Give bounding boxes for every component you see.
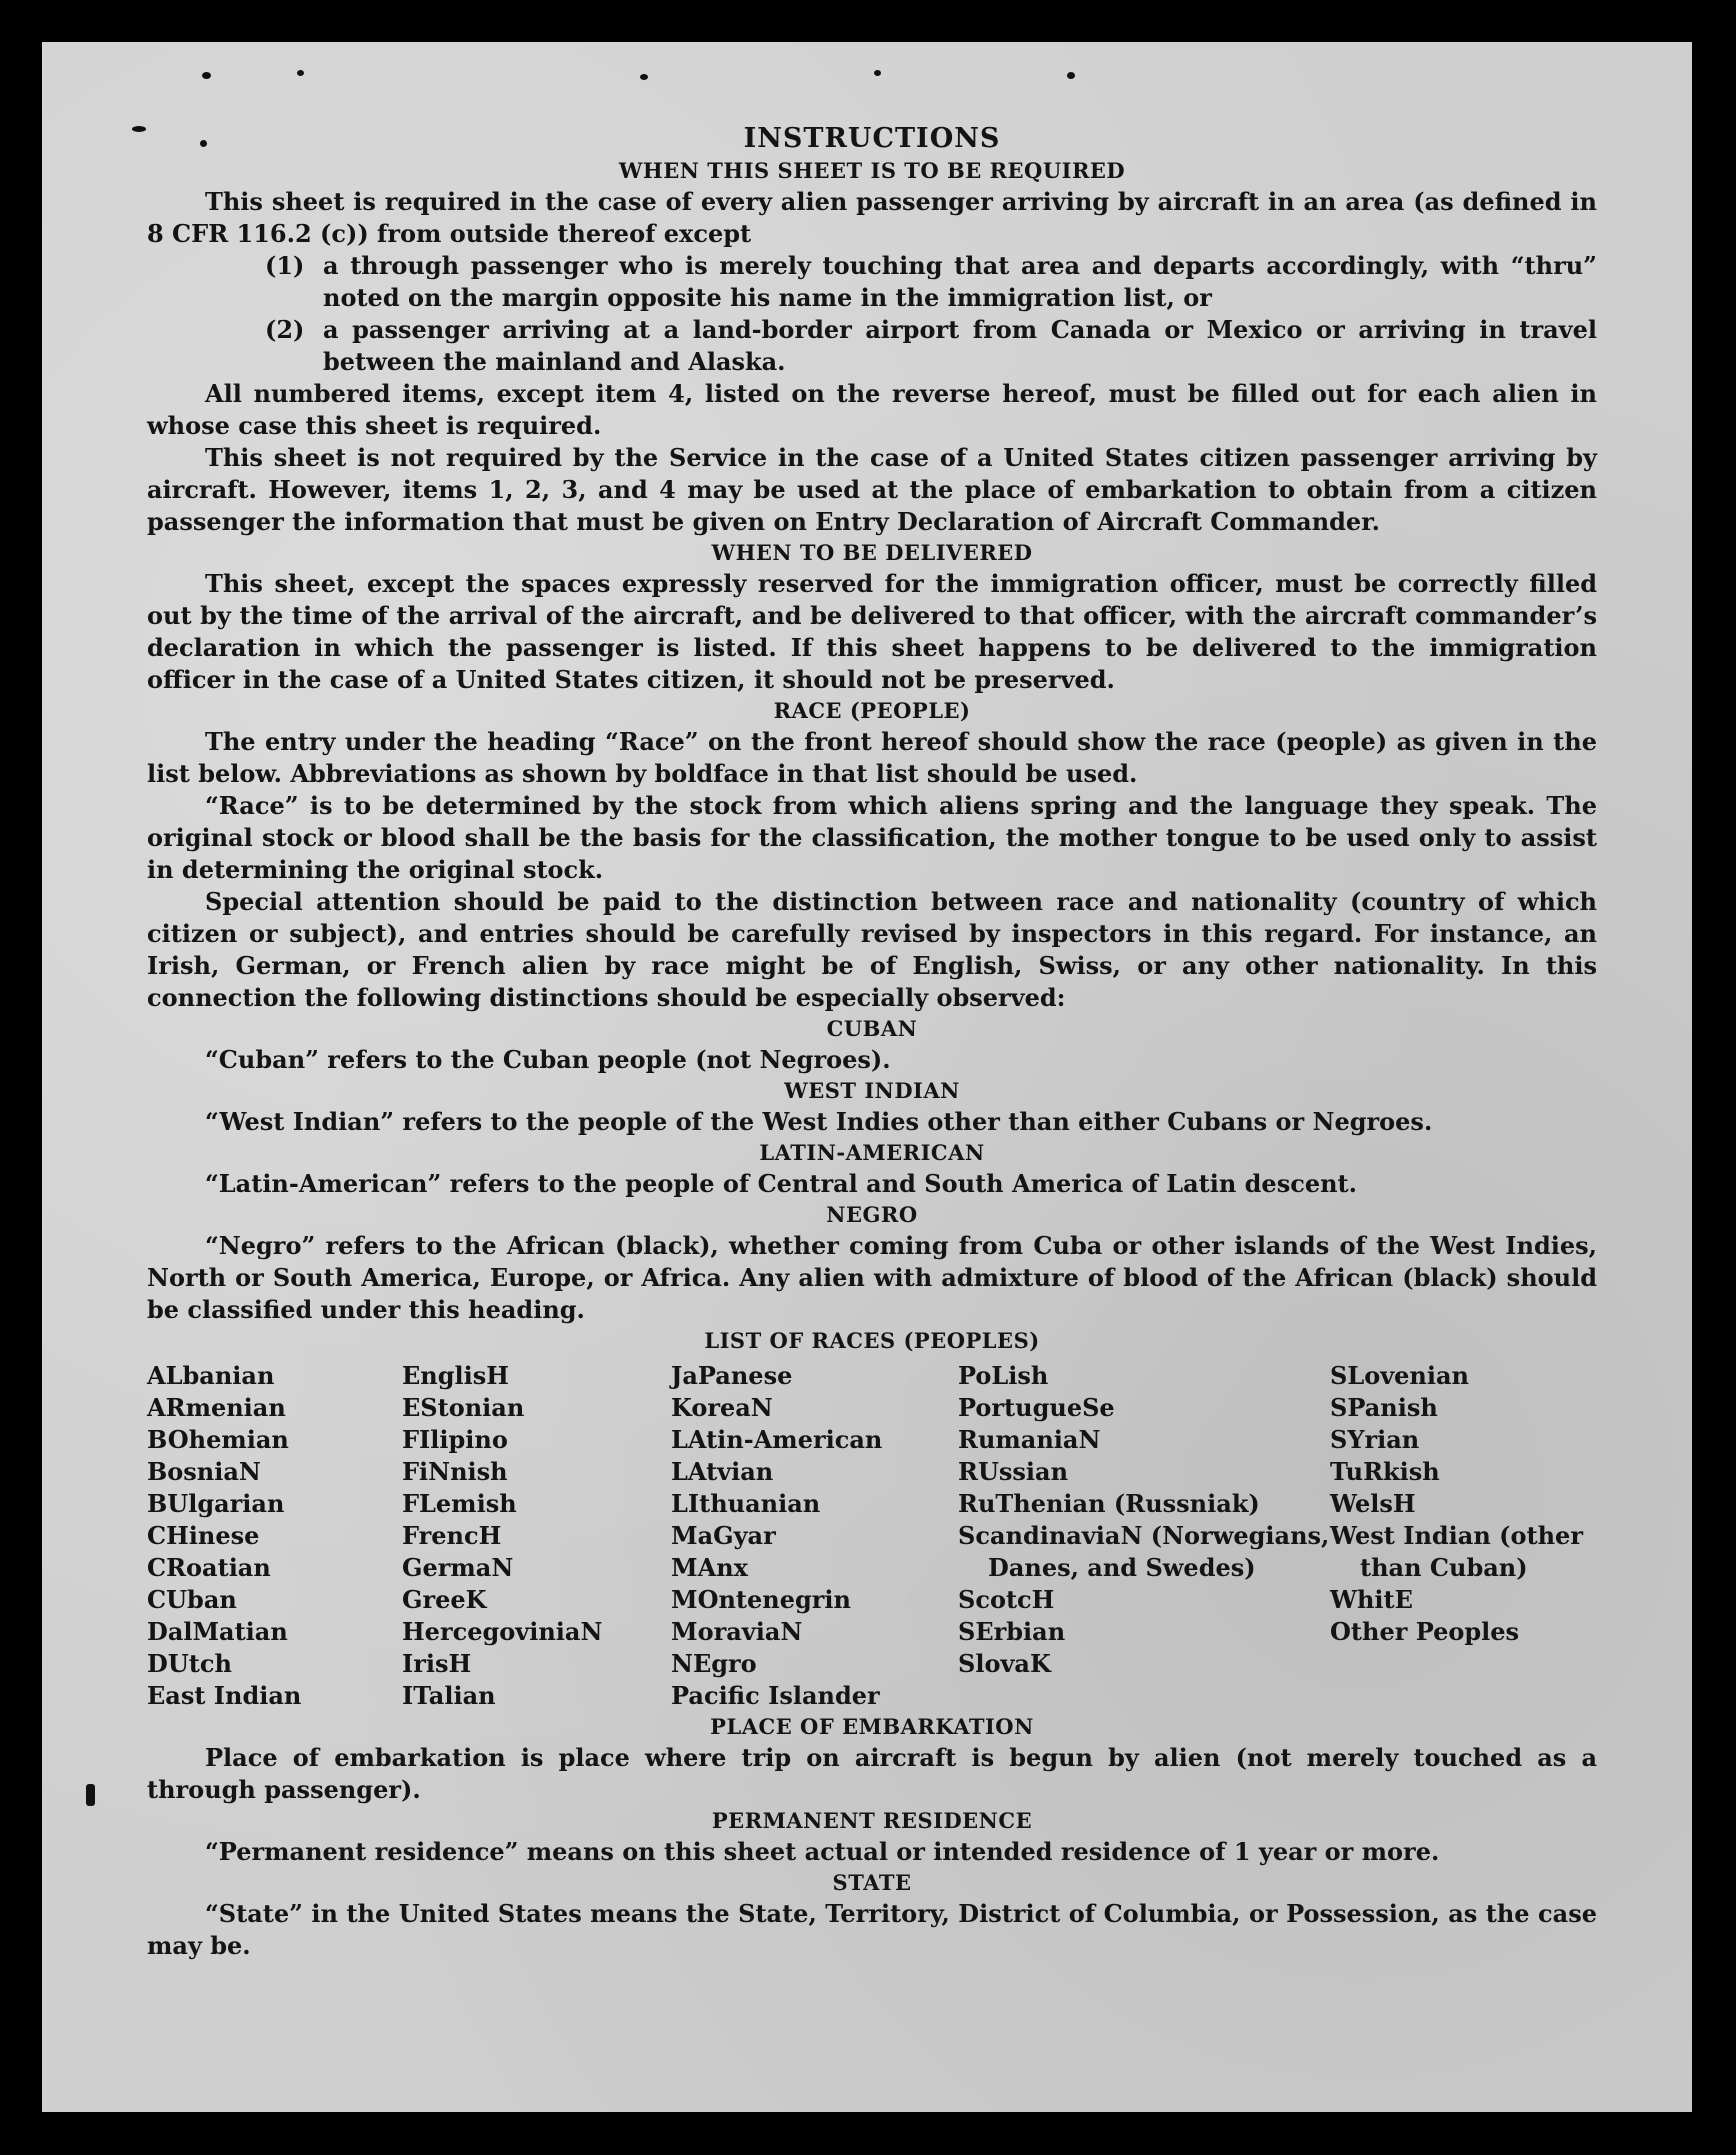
section-heading-residence: PERMANENT RESIDENCE bbox=[711, 1808, 1033, 1833]
page-title: INSTRUCTIONS bbox=[743, 123, 1001, 154]
paragraph: Special attention should be paid to the distinction between race and nationality (country of which citizen or subject), and entries should be carefully revised by inspectors in this regard. For instance, an Irish, German, or French alien by race might be of English, Swiss, or any other nationality. In this connection the following distinctions should be especially observed: bbox=[147, 887, 1597, 1012]
ink-speck bbox=[640, 74, 648, 80]
race-entry: MAnx bbox=[671, 1553, 748, 1582]
ink-speck bbox=[874, 70, 881, 76]
race-entry: EStonian bbox=[402, 1393, 525, 1422]
race-entry: TuRkish bbox=[1330, 1457, 1440, 1486]
paragraph: “Cuban” refers to the Cuban people (not Negroes). bbox=[205, 1045, 891, 1074]
document-page bbox=[42, 42, 1692, 2112]
item-number: (1) bbox=[265, 251, 305, 280]
section-heading-west-indian: WEST INDIAN bbox=[784, 1078, 960, 1103]
race-entry: CHinese bbox=[147, 1521, 260, 1550]
race-entry: ITalian bbox=[402, 1681, 496, 1710]
item-number: (2) bbox=[265, 315, 305, 344]
ink-speck bbox=[1067, 72, 1075, 79]
race-entry: RuThenian (Russniak) bbox=[958, 1489, 1260, 1518]
race-entry: Pacific Islander bbox=[671, 1681, 880, 1710]
race-entry: DUtch bbox=[147, 1649, 232, 1678]
race-entry: GreeK bbox=[402, 1585, 487, 1614]
race-entry: SErbian bbox=[958, 1617, 1066, 1646]
race-entry: RUssian bbox=[958, 1457, 1069, 1486]
list-item bbox=[147, 250, 1597, 314]
race-entry: FIlipino bbox=[402, 1425, 508, 1454]
race-entry: CUban bbox=[147, 1585, 237, 1614]
race-entry: East Indian bbox=[147, 1681, 302, 1710]
race-entry: BosniaN bbox=[147, 1457, 261, 1486]
race-entry: West Indian (other than Cuban) bbox=[1330, 1521, 1583, 1582]
race-column bbox=[402, 1360, 671, 1712]
race-list bbox=[147, 1360, 1597, 1712]
section-heading-latin-american: LATIN-AMERICAN bbox=[759, 1140, 985, 1165]
race-entry: FiNnish bbox=[402, 1457, 508, 1486]
race-entry: BUlgarian bbox=[147, 1489, 285, 1518]
section-heading-when-delivered: WHEN TO BE DELIVERED bbox=[711, 540, 1033, 565]
section-heading-state: STATE bbox=[832, 1870, 912, 1895]
race-entry: ALbanian bbox=[147, 1361, 275, 1390]
race-entry: MaGyar bbox=[671, 1521, 776, 1550]
paragraph: “Permanent residence” means on this sheet actual or intended residence of 1 year or more. bbox=[205, 1837, 1440, 1866]
race-entry: BOhemian bbox=[147, 1425, 289, 1454]
paragraph: “State” in the United States means the State, Territory, District of Columbia, or Possession, as the case may be. bbox=[147, 1899, 1597, 1960]
race-entry: Other Peoples bbox=[1330, 1617, 1520, 1646]
paragraph: “Race” is to be determined by the stock from which aliens spring and the language they speak. The original stock or blood shall be the basis for the classification, the mother tongue to be used only to assist in determining the original stock. bbox=[147, 791, 1597, 884]
race-entry: EnglisH bbox=[402, 1361, 509, 1390]
race-column bbox=[147, 1360, 402, 1712]
section-heading-list-of-races: LIST OF RACES (PEOPLES) bbox=[704, 1328, 1040, 1353]
race-entry: RumaniaN bbox=[958, 1425, 1101, 1454]
race-entry: ScandinaviaN (Norwegians, Danes, and Swedes) bbox=[958, 1521, 1330, 1582]
race-entry: LAtin-American bbox=[671, 1425, 883, 1454]
race-entry: IrisH bbox=[402, 1649, 472, 1678]
ink-speck bbox=[297, 70, 304, 76]
paragraph: “Latin-American” refers to the people of Central and South America of Latin descent. bbox=[205, 1169, 1357, 1198]
race-column bbox=[671, 1360, 958, 1712]
race-entry: FLemish bbox=[402, 1489, 517, 1518]
item-text: a through passenger who is merely touching that area and departs accordingly, with “thru” noted on the margin opposite his name in the immigration list, or bbox=[323, 251, 1597, 312]
paragraph: This sheet, except the spaces expressly reserved for the immigration officer, must be correctly filled out by the time of the arrival of the aircraft, and be delivered to that officer, with the aircraft commander’s declaration in which the passenger is listed. If this sheet happens to be delivered to the immigration officer in the case of a United States citizen, it should not be preserved. bbox=[147, 569, 1597, 694]
ink-speck bbox=[132, 126, 146, 132]
race-entry: PortugueSe bbox=[958, 1393, 1115, 1422]
item-text: a passenger arriving at a land-border airport from Canada or Mexico or arriving in travel between the mainland and Alaska. bbox=[323, 315, 1597, 376]
list-item bbox=[147, 314, 1597, 378]
race-entry: LIthuanian bbox=[671, 1489, 821, 1518]
paragraph: “West Indian” refers to the people of the West Indies other than either Cubans or Negroes. bbox=[205, 1107, 1433, 1136]
race-column bbox=[958, 1360, 1330, 1712]
section-heading-negro: NEGRO bbox=[826, 1202, 918, 1227]
paragraph: All numbered items, except item 4, listed on the reverse hereof, must be filled out for each alien in whose case this sheet is required. bbox=[147, 379, 1597, 440]
paragraph: This sheet is required in the case of every alien passenger arriving by aircraft in an area (as defined in 8 CFR 116.2 (c)) from outside thereof except bbox=[147, 187, 1597, 248]
race-entry: MOntenegrin bbox=[671, 1585, 851, 1614]
race-entry: HercegoviniaN bbox=[402, 1617, 603, 1646]
section-heading-when-required: WHEN THIS SHEET IS TO BE REQUIRED bbox=[618, 158, 1126, 183]
race-entry: ARmenian bbox=[147, 1393, 286, 1422]
race-column bbox=[1330, 1360, 1597, 1712]
race-entry: PoLish bbox=[958, 1361, 1049, 1390]
paragraph: The entry under the heading “Race” on the front hereof should show the race (people) as given in the list below. Abbreviations as shown by boldface in that list should be used. bbox=[147, 727, 1597, 788]
race-entry: CRoatian bbox=[147, 1553, 271, 1582]
race-entry: SPanish bbox=[1330, 1393, 1438, 1422]
section-heading-embarkation: PLACE OF EMBARKATION bbox=[710, 1714, 1034, 1739]
race-entry: GermaN bbox=[402, 1553, 514, 1582]
race-entry: NEgro bbox=[671, 1649, 757, 1678]
race-entry: FrencH bbox=[402, 1521, 502, 1550]
race-entry: DalMatian bbox=[147, 1617, 288, 1646]
instructions-body bbox=[147, 122, 1597, 1962]
race-entry: WhitE bbox=[1330, 1585, 1413, 1614]
ink-speck bbox=[202, 72, 211, 79]
ink-speck bbox=[86, 1784, 95, 1806]
section-heading-race: RACE (PEOPLE) bbox=[773, 698, 971, 723]
race-entry: SYrian bbox=[1330, 1425, 1420, 1454]
race-entry: SlovaK bbox=[958, 1649, 1051, 1678]
race-entry: JaPanese bbox=[671, 1361, 793, 1390]
race-entry: WelsH bbox=[1330, 1489, 1416, 1518]
race-entry: MoraviaN bbox=[671, 1617, 803, 1646]
race-entry: KoreaN bbox=[671, 1393, 773, 1422]
paragraph: This sheet is not required by the Service in the case of a United States citizen passenger arriving by aircraft. However, items 1, 2, 3, and 4 may be used at the place of embarkation to obtain from a citizen passenger the information that must be given on Entry Declaration of Aircraft Commander. bbox=[147, 443, 1597, 536]
paragraph: Place of embarkation is place where trip on aircraft is begun by alien (not merely touched as a through passenger). bbox=[147, 1743, 1597, 1804]
paragraph: “Negro” refers to the African (black), whether coming from Cuba or other islands of the West Indies, North or South America, Europe, or Africa. Any alien with admixture of blood of the African (black) should be classified under this heading. bbox=[147, 1231, 1597, 1324]
race-entry: LAtvian bbox=[671, 1457, 774, 1486]
race-entry: SLovenian bbox=[1330, 1361, 1469, 1390]
race-entry: ScotcH bbox=[958, 1585, 1055, 1614]
section-heading-cuban: CUBAN bbox=[826, 1016, 918, 1041]
